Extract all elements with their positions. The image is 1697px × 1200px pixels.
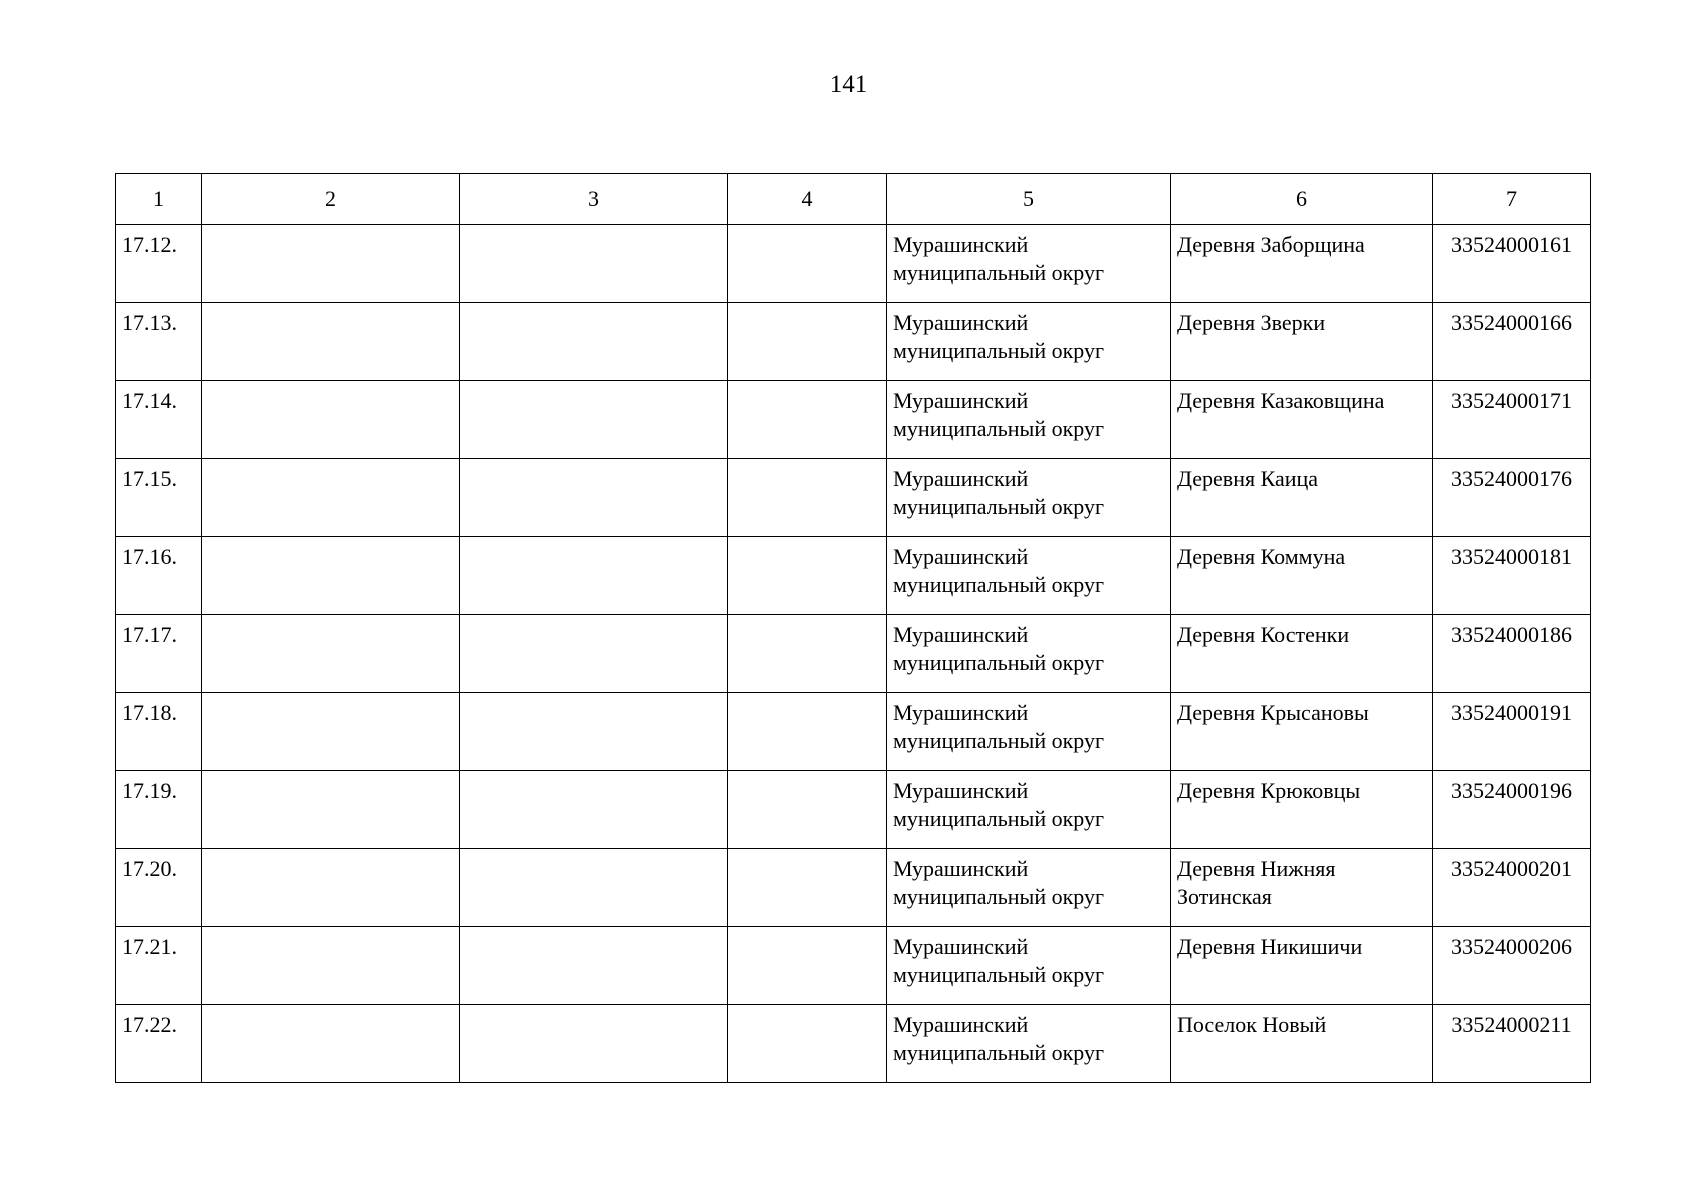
- oktmo-code-cell: 33524000201: [1433, 849, 1591, 927]
- oktmo-code-cell: 33524000186: [1433, 615, 1591, 693]
- table-row: [116, 303, 1591, 381]
- column-2-cell: [202, 615, 460, 693]
- oktmo-code-cell: 33524000166: [1433, 303, 1591, 381]
- column-2-cell: [202, 225, 460, 303]
- column-3-cell: [460, 849, 728, 927]
- oktmo-code-cell: 33524000211: [1433, 1005, 1591, 1083]
- column-3-cell: [460, 381, 728, 459]
- header-row: [116, 174, 1591, 225]
- column-header: 4: [728, 174, 887, 225]
- settlement-cell: Деревня Каица: [1171, 459, 1433, 537]
- column-header: 1: [116, 174, 202, 225]
- column-3-cell: [460, 693, 728, 771]
- column-4-cell: [728, 303, 887, 381]
- row-number-cell: 17.17.: [116, 615, 202, 693]
- municipality-cell: Мурашинский муниципальный округ: [887, 615, 1171, 693]
- settlement-cell: Деревня Крюковцы: [1171, 771, 1433, 849]
- row-number-cell: 17.12.: [116, 225, 202, 303]
- settlement-cell: Деревня Костенки: [1171, 615, 1433, 693]
- row-number-cell: 17.14.: [116, 381, 202, 459]
- table-body: [116, 225, 1591, 1083]
- column-4-cell: [728, 225, 887, 303]
- municipality-cell: Мурашинский муниципальный округ: [887, 459, 1171, 537]
- settlement-cell: Деревня Заборщина: [1171, 225, 1433, 303]
- column-4-cell: [728, 381, 887, 459]
- oktmo-code-cell: 33524000191: [1433, 693, 1591, 771]
- column-4-cell: [728, 459, 887, 537]
- table-row: [116, 1005, 1591, 1083]
- column-4-cell: [728, 1005, 887, 1083]
- column-4-cell: [728, 693, 887, 771]
- column-2-cell: [202, 381, 460, 459]
- column-2-cell: [202, 1005, 460, 1083]
- table-row: [116, 693, 1591, 771]
- oktmo-code-cell: 33524000176: [1433, 459, 1591, 537]
- column-2-cell: [202, 459, 460, 537]
- row-number-cell: 17.22.: [116, 1005, 202, 1083]
- column-2-cell: [202, 303, 460, 381]
- column-header: 3: [460, 174, 728, 225]
- column-3-cell: [460, 927, 728, 1005]
- column-header: 5: [887, 174, 1171, 225]
- row-number-cell: 17.20.: [116, 849, 202, 927]
- oktmo-code-cell: 33524000171: [1433, 381, 1591, 459]
- column-4-cell: [728, 927, 887, 1005]
- oktmo-code-cell: 33524000196: [1433, 771, 1591, 849]
- settlement-cell: Деревня Казаковщина: [1171, 381, 1433, 459]
- municipality-cell: Мурашинский муниципальный округ: [887, 537, 1171, 615]
- municipality-cell: Мурашинский муниципальный округ: [887, 303, 1171, 381]
- column-3-cell: [460, 615, 728, 693]
- column-3-cell: [460, 225, 728, 303]
- settlement-cell: Деревня Нижняя Зотинская: [1171, 849, 1433, 927]
- oktmo-code-cell: 33524000206: [1433, 927, 1591, 1005]
- oktmo-code-cell: 33524000181: [1433, 537, 1591, 615]
- row-number-cell: 17.18.: [116, 693, 202, 771]
- row-number-cell: 17.19.: [116, 771, 202, 849]
- table-row: [116, 381, 1591, 459]
- table-row: [116, 225, 1591, 303]
- settlement-cell: Деревня Крысановы: [1171, 693, 1433, 771]
- column-4-cell: [728, 771, 887, 849]
- column-3-cell: [460, 1005, 728, 1083]
- settlement-cell: Деревня Зверки: [1171, 303, 1433, 381]
- column-header: 7: [1433, 174, 1591, 225]
- municipality-cell: Мурашинский муниципальный округ: [887, 927, 1171, 1005]
- settlements-table: [115, 173, 1591, 1083]
- municipality-cell: Мурашинский муниципальный округ: [887, 849, 1171, 927]
- page-number: 141: [829, 71, 868, 98]
- row-number-cell: 17.21.: [116, 927, 202, 1005]
- column-4-cell: [728, 615, 887, 693]
- municipality-cell: Мурашинский муниципальный округ: [887, 225, 1171, 303]
- table-row: [116, 537, 1591, 615]
- row-number-cell: 17.15.: [116, 459, 202, 537]
- table-row: [116, 927, 1591, 1005]
- column-header: 6: [1171, 174, 1433, 225]
- column-3-cell: [460, 771, 728, 849]
- table-row: [116, 771, 1591, 849]
- column-2-cell: [202, 693, 460, 771]
- column-2-cell: [202, 849, 460, 927]
- column-header: 2: [202, 174, 460, 225]
- settlement-cell: Поселок Новый: [1171, 1005, 1433, 1083]
- settlement-cell: Деревня Никишичи: [1171, 927, 1433, 1005]
- row-number-cell: 17.16.: [116, 537, 202, 615]
- settlement-cell: Деревня Коммуна: [1171, 537, 1433, 615]
- column-2-cell: [202, 771, 460, 849]
- column-2-cell: [202, 927, 460, 1005]
- municipality-cell: Мурашинский муниципальный округ: [887, 771, 1171, 849]
- table-row: [116, 615, 1591, 693]
- table-row: [116, 459, 1591, 537]
- column-3-cell: [460, 459, 728, 537]
- municipality-cell: Мурашинский муниципальный округ: [887, 1005, 1171, 1083]
- column-3-cell: [460, 303, 728, 381]
- municipality-cell: Мурашинский муниципальный округ: [887, 693, 1171, 771]
- row-number-cell: 17.13.: [116, 303, 202, 381]
- column-3-cell: [460, 537, 728, 615]
- column-4-cell: [728, 537, 887, 615]
- oktmo-code-cell: 33524000161: [1433, 225, 1591, 303]
- column-4-cell: [728, 849, 887, 927]
- municipality-cell: Мурашинский муниципальный округ: [887, 381, 1171, 459]
- column-2-cell: [202, 537, 460, 615]
- table-header: [116, 174, 1591, 225]
- table-row: [116, 849, 1591, 927]
